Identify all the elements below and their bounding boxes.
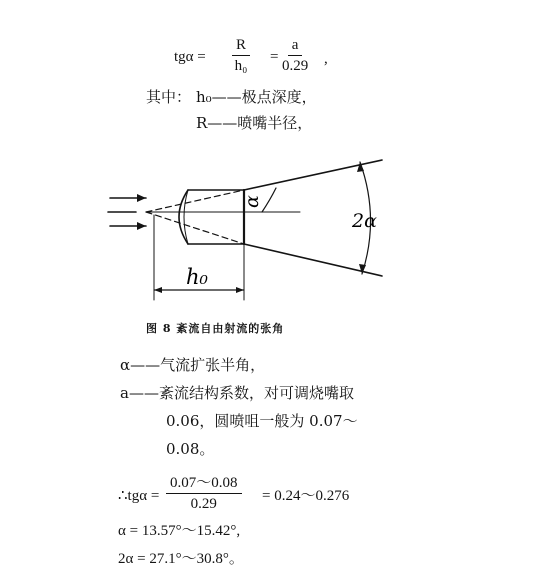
def-alpha: α——气流扩张半角， — [120, 356, 266, 374]
nozzle-back-arc-inner — [184, 190, 188, 244]
formula1-frac2-num: a — [288, 36, 303, 56]
dashed-upper — [146, 190, 244, 212]
h0-arrow-left — [154, 287, 162, 293]
formula1-eq: = — [270, 49, 279, 65]
formula2-rhs: = 0.24～0.276 — [262, 488, 350, 504]
where-h0-line: h₀——极点深度， — [196, 88, 317, 106]
where-r-line: R——喷嘴半径， — [196, 114, 313, 132]
formula1-frac1-num: R — [232, 36, 250, 56]
dashed-lower — [146, 212, 244, 244]
formula1-frac2-den: 0.29 — [282, 58, 309, 74]
h0-arrow-right — [236, 287, 244, 293]
where-intro: 其中： — [146, 88, 192, 106]
formula1-lhs: tgα = — [174, 49, 206, 65]
figure-label-h0: h₀ — [186, 265, 208, 289]
def-a-line2: 0.06，圆喷咀一般为 0.07～ — [166, 412, 358, 430]
arrow-head-3 — [137, 222, 146, 230]
def-a-line3: 0.08。 — [166, 440, 215, 458]
def-a-line1: a——紊流结构系数，对可调烧嘴取 — [120, 384, 354, 402]
figure-label-alpha: α — [241, 195, 263, 208]
result-two-alpha: 2α = 27.1°～30.8°。 — [118, 551, 244, 567]
alpha-arc — [262, 188, 276, 212]
formula1-frac1-den: h₀ — [234, 58, 248, 74]
arrow-head-1 — [137, 194, 146, 202]
figure-label-2alpha: 2α — [352, 210, 377, 232]
result-alpha: α = 13.57°～15.42°, — [118, 523, 241, 539]
formula2-num: 0.07～0.08 — [166, 474, 242, 494]
formula2-frac — [166, 474, 242, 513]
figure-caption: 图 8 紊流自由射流的张角 — [146, 322, 285, 335]
formula2-lhs: ∴tgα = — [118, 488, 160, 504]
formula2-den: 0.29 — [190, 496, 217, 512]
formula1-tail: , — [324, 51, 328, 67]
